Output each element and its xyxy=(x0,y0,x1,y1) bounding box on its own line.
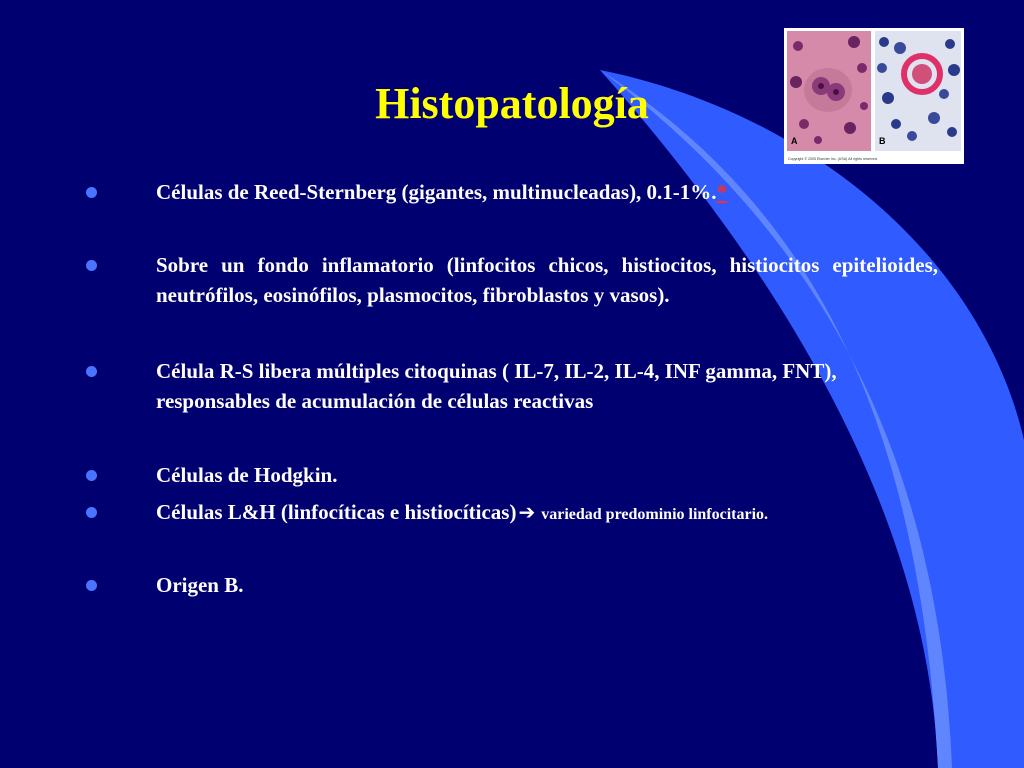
bullet-cytokines: Célula R-S libera múltiples citoquinas ( IL-7, IL-2, IL-4, INF gamma, FNT), responsables de acumulación de células reactivas xyxy=(156,359,837,413)
image-copyright: Copyright © 2005 Elsevier Inc. (USA) All rights reserved. xyxy=(788,157,878,161)
bullet-reed-sternberg: Células de Reed-Sternberg (gigantes, multinucleadas), 0.1-1%. xyxy=(156,180,717,204)
footnote-link[interactable]: * xyxy=(716,180,728,204)
slide-title: Histopatología xyxy=(375,79,649,128)
panel-a-label: A xyxy=(791,136,798,146)
bullet-dot xyxy=(86,507,97,518)
bullet-dot xyxy=(86,260,97,271)
swoosh-shape xyxy=(600,70,1024,768)
bullet-origin: Origen B. xyxy=(156,573,244,597)
bullet-lh-note: variedad predominio linfocitario. xyxy=(541,506,769,523)
bullet-lh-text: Células L&H (linfocíticas e histiocíticas) xyxy=(156,500,517,524)
right-arrow-icon: ➔ xyxy=(518,500,536,524)
bullet-dot xyxy=(86,580,97,591)
bullet-dot xyxy=(86,366,97,377)
bullet-hodgkin-cells: Células de Hodgkin. xyxy=(156,463,338,487)
panel-b-label: B xyxy=(879,136,886,146)
bullet-inflammatory-background: Sobre un fondo inflamatorio (linfocitos chicos, histiocitos, histiocitos epitelioides, neutrófilos, eosinófilos, plasmocitos, fibroblastos y vasos). xyxy=(156,253,938,307)
bullet-dot xyxy=(86,187,97,198)
bullet-lh-cells xyxy=(156,497,938,530)
bullet-dot xyxy=(86,470,97,481)
bullet-text xyxy=(156,177,938,207)
